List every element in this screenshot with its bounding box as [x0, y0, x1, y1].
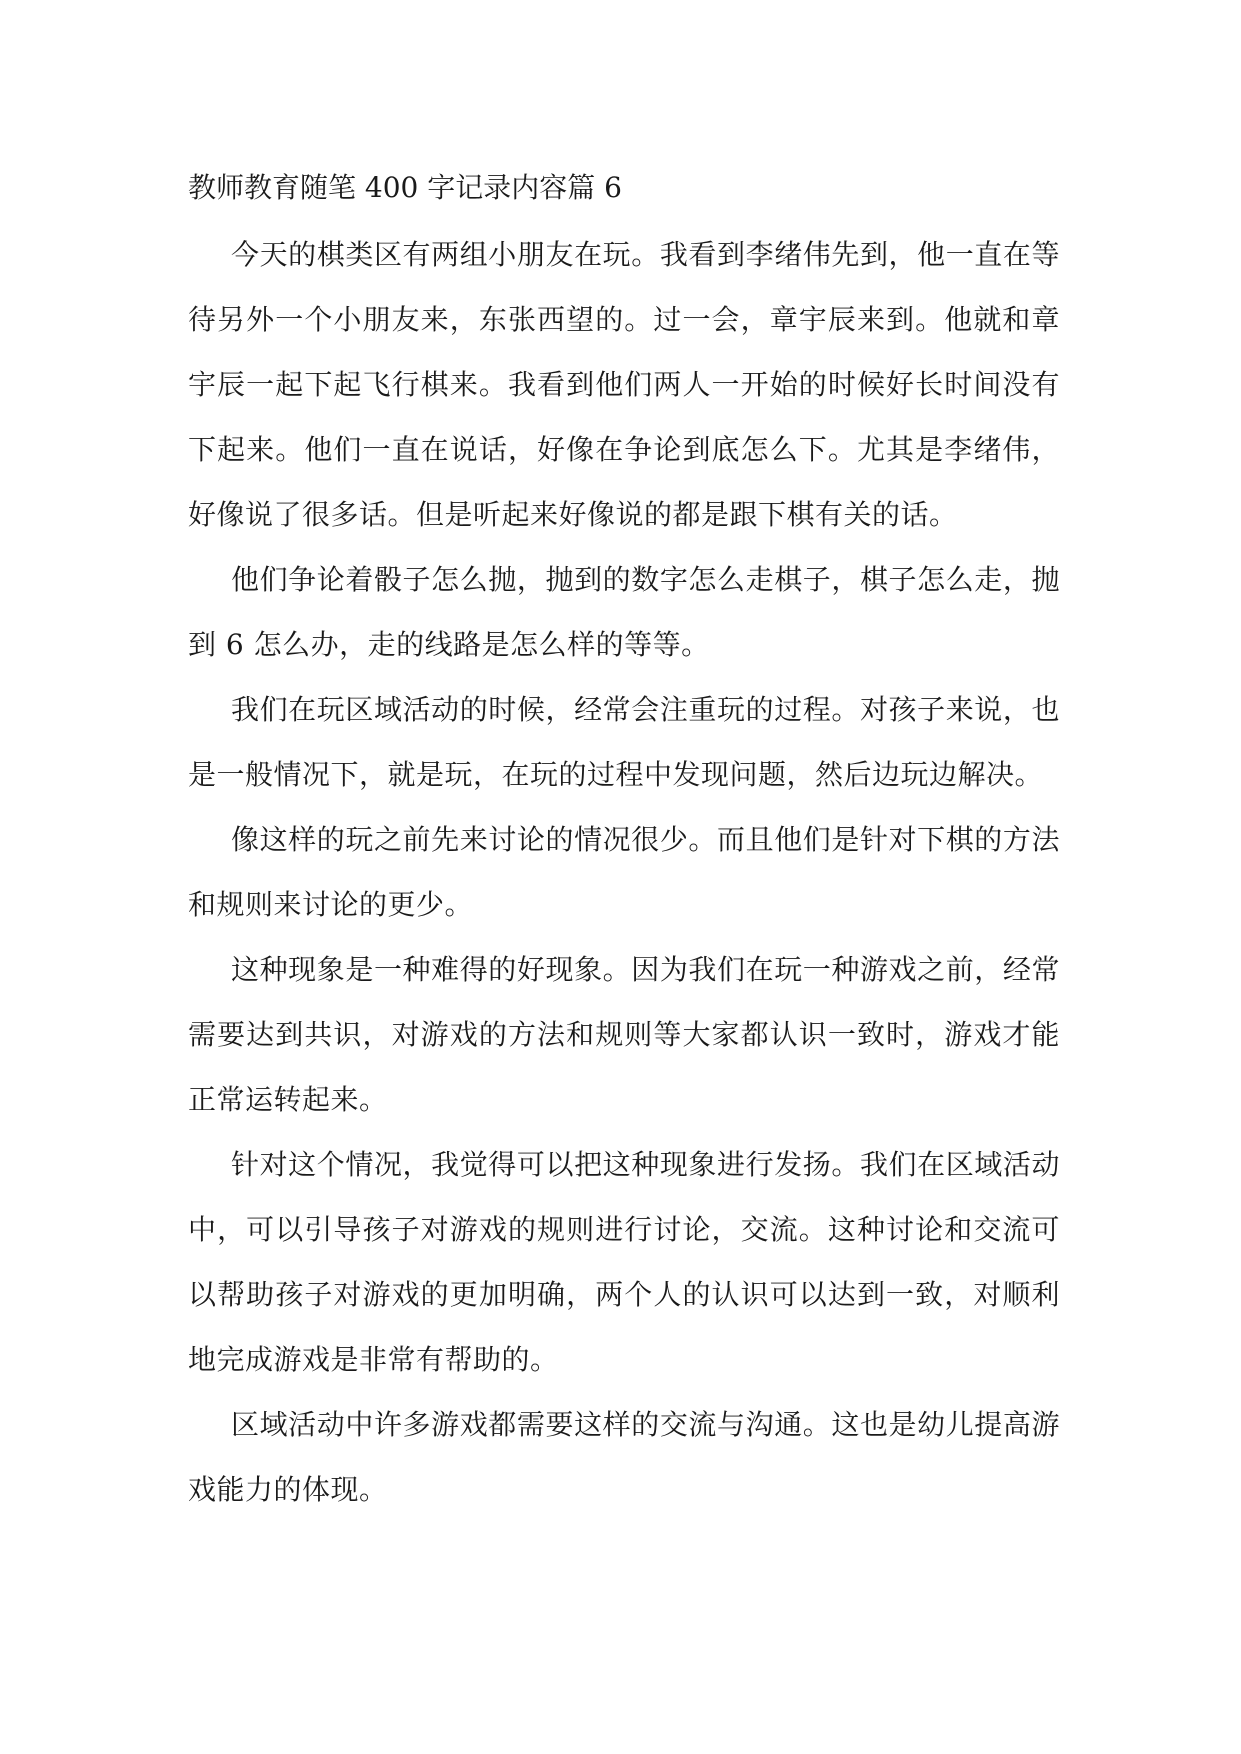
paragraph-6: 针对这个情况，我觉得可以把这种现象进行发扬。我们在区域活动中，可以引导孩子对游戏的规则进行讨论，交流。这种讨论和交流可以帮助孩子对游戏的更加明确，两个人的认识可以达到一致，对顺利地完成游戏是非常有帮助的。: [188, 1148, 1060, 1376]
paragraph-7: 区域活动中许多游戏都需要这样的交流与沟通。这也是幼儿提高游戏能力的体现。: [188, 1408, 1060, 1506]
paragraph-5: 这种现象是一种难得的好现象。因为我们在玩一种游戏之前，经常需要达到共识，对游戏的方法和规则等大家都认识一致时，游戏才能正常运转起来。: [188, 953, 1060, 1116]
paragraph-4: 像这样的玩之前先来讨论的情况很少。而且他们是针对下棋的方法和规则来讨论的更少。: [188, 823, 1060, 921]
document-title: 教师教育随笔 400 字记录内容篇 6: [188, 171, 622, 204]
document-body: [188, 160, 1060, 1522]
paragraph-1: 今天的棋类区有两组小朋友在玩。我看到李绪伟先到，他一直在等待另外一个小朋友来，东张西望的。过一会，章宇辰来到。他就和章宇辰一起下起飞行棋来。我看到他们两人一开始的时候好长时间没有下起来。他们一直在说话，好像在争论到底怎么下。尤其是李绪伟，好像说了很多话。但是听起来好像说的都是跟下棋有关的话。: [188, 238, 1060, 531]
paragraph-3: 我们在玩区域活动的时候，经常会注重玩的过程。对孩子来说，也是一般情况下，就是玩，在玩的过程中发现问题，然后边玩边解决。: [188, 693, 1060, 791]
paragraph-2: 他们争论着骰子怎么抛，抛到的数字怎么走棋子，棋子怎么走，抛到 6 怎么办，走的线路是怎么样的等等。: [188, 563, 1060, 661]
